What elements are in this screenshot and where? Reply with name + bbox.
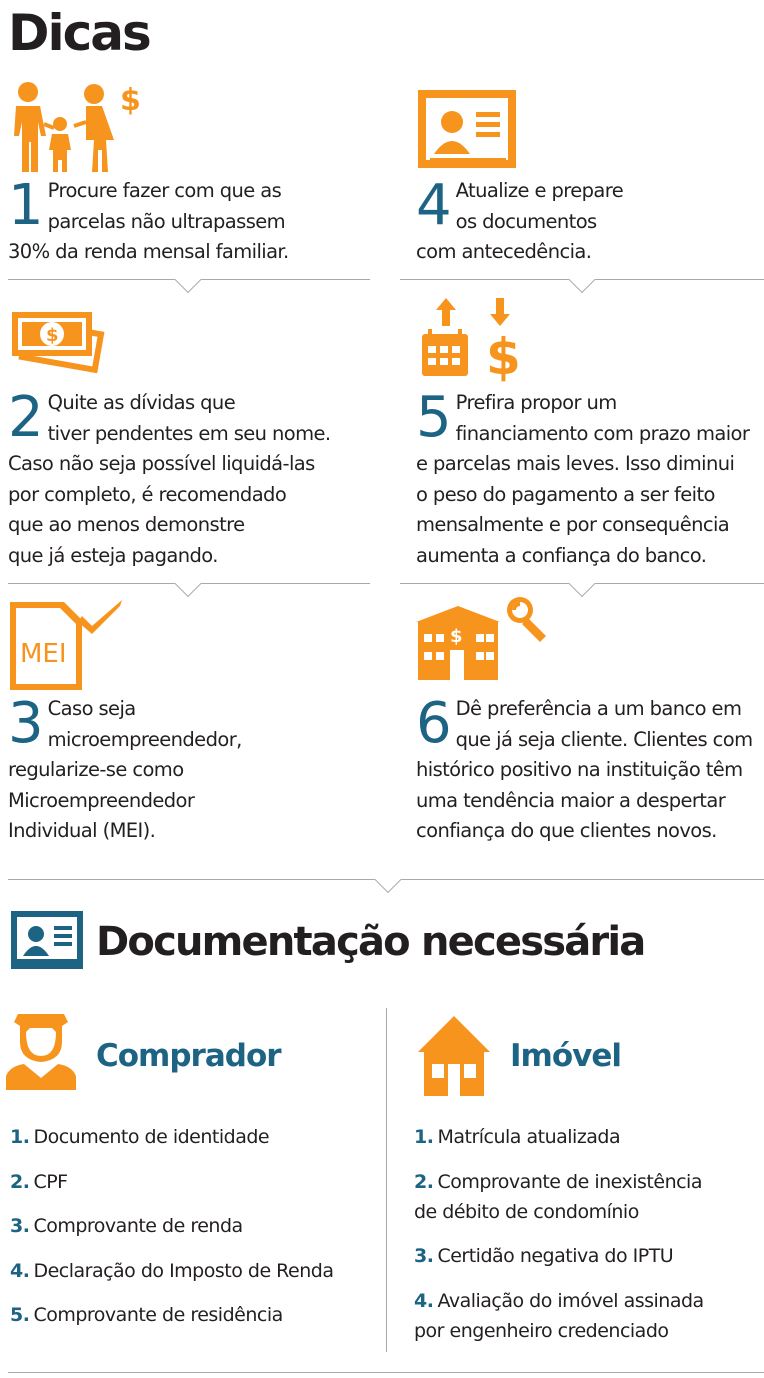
tip-text-line: financiamento com prazo maior: [455, 421, 750, 445]
tip-text-line: Caso não seja possível liquidá-las: [8, 452, 315, 475]
page-title: Dicas: [8, 4, 150, 62]
bank-search-icon: [416, 594, 556, 686]
tip-text-line: que já seja cliente. Clientes com: [455, 727, 753, 751]
tip-text-line: Caso seja: [47, 697, 136, 720]
list-item: 2. Comprovante de inexistência de débito de condomínio: [414, 1170, 702, 1223]
tip-text-line: os documentos: [455, 209, 597, 233]
tip-number: 1: [8, 173, 44, 238]
tip-number: 2: [8, 385, 44, 450]
tip-text-line: Procure fazer com que as: [47, 179, 282, 202]
house-icon: [418, 1012, 490, 1096]
list-item: 5. Comprovante de residência: [10, 1304, 283, 1326]
svg-text:$: $: [120, 83, 141, 118]
comprador-list: [10, 1122, 380, 1345]
id-card-icon: [10, 910, 84, 970]
bottom-divider: [8, 1372, 764, 1373]
divider-notch: [374, 879, 402, 893]
tip-number: 3: [8, 691, 44, 756]
tip-text-line: Individual (MEI).: [8, 819, 156, 842]
list-item: 3. Comprovante de renda: [10, 1215, 243, 1237]
list-item: 4. Declaração do Imposto de Renda: [10, 1259, 334, 1282]
tip-text-line: Microempreendedor: [8, 788, 195, 812]
divider-notch: [174, 583, 202, 597]
tip-text-line: que ao menos demonstre: [8, 513, 245, 536]
mei-label: MEI: [20, 639, 67, 669]
tip-text-line: 30% da renda mensal familiar.: [8, 240, 289, 263]
divider-notch: [568, 279, 596, 293]
divider-notch: [174, 279, 202, 293]
svg-text:$: $: [486, 328, 521, 386]
list-item: 2. CPF: [10, 1170, 68, 1193]
tip-text-line: mensalmente e por consequência: [416, 513, 730, 536]
tip-number: 4: [416, 173, 452, 238]
list-item: 3. Certidão negativa do IPTU: [414, 1245, 674, 1267]
tip-text-line: Atualize e prepare: [455, 179, 624, 202]
tip-text-line: uma tendência maior a despertar: [416, 788, 726, 812]
tip-text-line: aumenta a confiança do banco.: [416, 543, 707, 567]
tip-text-line: por completo, é recomendado: [8, 482, 287, 506]
imovel-list: [414, 1122, 762, 1360]
tip-number: 5: [416, 385, 452, 450]
tip-text-line: o peso do pagamento a ser feito: [416, 482, 715, 506]
tip-text-line: regularize-se como: [8, 758, 184, 781]
tip-number: 6: [416, 691, 452, 756]
imovel-title: Imóvel: [510, 1038, 621, 1074]
tip-text-line: com antecedência.: [416, 240, 592, 263]
person-icon: [6, 1010, 76, 1090]
mei-document-icon: [8, 598, 128, 694]
family-money-icon: [8, 78, 148, 174]
svg-text:$: $: [450, 626, 463, 647]
tip-text-line: microempreendedor,: [47, 727, 242, 751]
tip-text-line: Prefira propor um: [455, 391, 617, 414]
list-item: 1. Documento de identidade: [10, 1126, 270, 1148]
column-divider: [386, 1008, 387, 1352]
calendar-dollar-icon: [416, 296, 526, 386]
tip-text-line: parcelas não ultrapassem: [47, 209, 286, 233]
section-title: Documentação necessária: [96, 919, 645, 965]
list-item: 1. Matrícula atualizada: [414, 1126, 621, 1148]
tip-text-line: confiança do que clientes novos.: [416, 819, 717, 842]
tip-text-line: tiver pendentes em seu nome.: [47, 421, 331, 445]
tip-text-line: Quite as dívidas que: [47, 391, 236, 414]
svg-text:$: $: [46, 325, 59, 346]
tip-text-line: Dê preferência a um banco em: [455, 697, 742, 720]
divider-notch: [568, 583, 596, 597]
tip-text-line: histórico positivo na instituição têm: [416, 758, 743, 781]
list-item: 4. Avaliação do imóvel assinada por engenheiro credenciado: [414, 1289, 704, 1342]
tip-text-line: que já esteja pagando.: [8, 543, 218, 567]
comprador-title: Comprador: [96, 1038, 281, 1074]
banknotes-icon: [8, 302, 108, 382]
tip-text-line: e parcelas mais leves. Isso diminui: [416, 452, 735, 475]
id-card-icon: [416, 88, 520, 172]
